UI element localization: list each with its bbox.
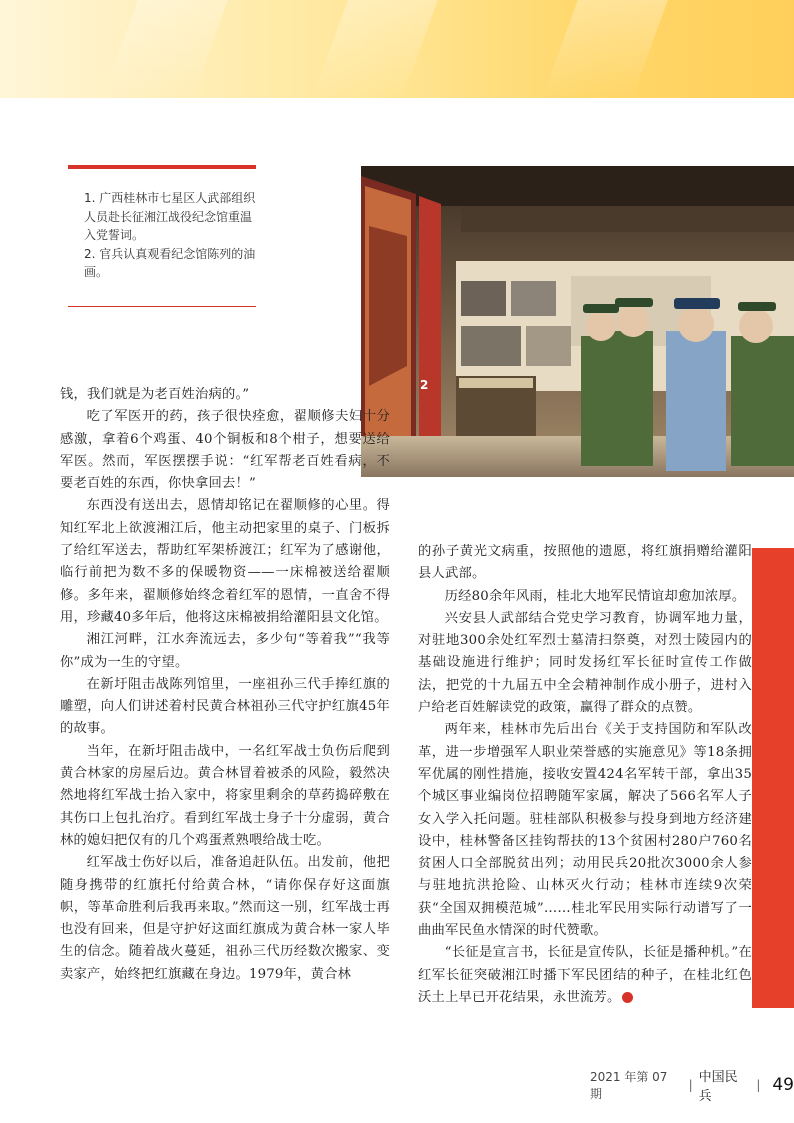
final-paragraph-text: “长征是宣言书，长征是宣传队，长征是播种机。”在红军长征突破湘江时播下军民团结的种子，在桂北红色沃土上早已开花结果，永世流芳。 [418,945,752,1005]
paragraph: 吃了军医开的药，孩子很快痊愈，翟顺修夫妇十分感激，拿着6个鸡蛋、40个铜板和8个柑子，想要送给军医。然而，军医摆摆手说：“红军帮老百姓看病，不要老百姓的东西，你快拿回去！” [60,409,390,492]
paragraph: 历经80余年风雨，桂北大地军民情谊却愈加浓厚。 [444,588,746,604]
caption-line-1: 1. 广西桂林市七星区人武部组织人员赴长征湘江战役纪念馆重温入党誓词。 [84,191,256,242]
publication-name: 中国民兵 [698,1070,738,1104]
photo-caption [68,165,256,307]
paragraph: 钱，我们就是为老百姓治病的。” [60,387,250,402]
paragraph: 湘江河畔，江水奔流远去，多少句“等着我”“我等你”成为一生的守望。 [60,632,390,670]
left-column [60,384,390,986]
paragraph: 在新圩阻击战陈列馆里，一座祖孙三代手捧红旗的雕塑，向人们讲述着村民黄合林祖孙三代守护红旗45年的故事。 [60,676,390,737]
end-mark-icon [622,992,633,1003]
paragraph-final [418,942,752,1009]
paragraph: 的孙子黄光文病重，按照他的遗愿，将红旗捐赠给灌阳县人武部。 [418,544,752,582]
page-footer [590,1066,794,1104]
paragraph: 两年来，桂林市先后出台《关于支持国防和军队改革，进一步增强军人职业荣誉感的实施意见》等18条拥军优属的刚性措施，接收安置424名军转干部，拿出35个城区事业编岗位招聘随军家属，解决了566名军人子女入学入托问题。驻桂部队积极参与投身到地方经济建设中，桂林警备区挂钩帮扶的13个贫困村280户760名贫困人口全部脱贫出列；动用民兵20批次3000余人参与驻地抗洪抢险、山林灭火行动；桂林市连续9次荣获“全国双拥模范城”……桂北军民用实际行动谱写了一曲曲军民鱼水情深的时代赞歌。 [418,722,752,939]
caption-line-2: 2. 官兵认真观看纪念馆陈列的油画。 [84,246,256,279]
footer-divider: | [756,1078,761,1092]
museum-photo-illustration [361,166,794,477]
issue-label: 2021 年第 07 期 [590,1070,668,1101]
paragraph: 东西没有送出去，恩情却铭记在翟顺修的心里。得知红军北上欲渡湘江后，他主动把家里的桌子、门板拆了给红军送去，帮助红军架桥渡江；红军为了感谢他，临行前把为数不多的保暖物资——一床棉被送给翟顺修。多年来，翟顺修始终念着红军的恩情，一直舍不得用，珍藏40多年后，他将这床棉被捐给灌阳县文化馆。 [60,498,390,625]
side-red-tab [752,548,794,1008]
page-number: 49 [772,1075,794,1095]
paragraph: 兴安县人武部结合党史学习教育，协调军地力量，对驻地300余处红军烈士墓清扫祭奠，对烈士陵园内的基础设施进行维护；同时发扬红军长征时宣传工作做法，把党的十九届五中全会精神制作成小册子，进村入户给老百姓解读党的政策，赢得了群众的点赞。 [418,610,752,716]
header-color-band [0,0,794,98]
paragraph: 红军战士伤好以后，准备追赶队伍。出发前，他把随身携带的红旗托付给黄合林，“请你保存好这面旗帜，等革命胜利后我再来取。”然而这一别，红军战士再也没有回来，但是守护好这面红旗成为黄合林一家人毕生的信念。随着战火蔓延，祖孙三代历经数次搬家、变卖家产，始终把红旗藏在身边。1979年，黄合林 [60,855,390,982]
paragraph: 当年，在新圩阻击战中，一名红军战士负伤后爬到黄合林家的房屋后边。黄合林冒着被杀的风险，毅然决然地将红军战士抬入家中，将家里剩余的草药捣碎敷在其伤口上包扎治疗。看到红军战士身子十分虚弱，黄合林的媳妇把仅有的几个鸡蛋煮熟喂给战士吃。 [60,743,390,848]
right-column [418,541,752,1009]
photo-number-label: 2 [420,378,429,392]
museum-photo [361,166,794,477]
footer-divider: | [688,1078,693,1092]
